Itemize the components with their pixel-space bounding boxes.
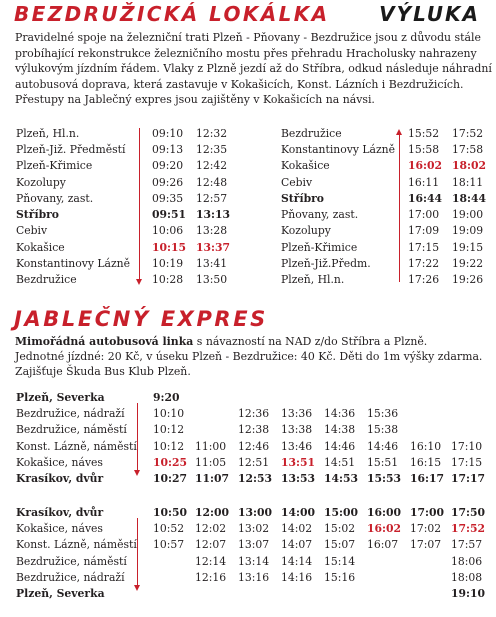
departure-time: 13:16 [238,570,270,584]
departure-time: 10:15 [152,240,187,254]
departure-time: 17:17 [451,472,486,486]
timetable-row [16,438,485,454]
direction-up-arrow-icon [399,134,400,282]
express-line-note: s návazností na NAD z/do Stříbra a Plzně. [193,335,428,348]
departure-time: 10:12 [153,439,185,453]
departure-time: 10:28 [152,273,184,287]
page-title: BEZDRUŽICKÁ LOKÁLKA [14,2,330,26]
departure-time: 17:26 [408,273,440,287]
departure-time: 13:13 [196,208,231,222]
departure-time: 15:53 [367,472,402,486]
departure-time: 11:07 [195,472,230,486]
bus-timetable-outbound [16,389,485,487]
departure-time: 19:10 [451,587,486,601]
timetable-row [16,239,236,255]
stop-name: Konst. Lázně, náměstí [16,439,137,453]
bus-return-arrow-icon [137,518,138,586]
stop-name: Stříbro [16,208,60,222]
departure-time: 12:35 [196,142,228,156]
stop-name: Bezdružice [281,126,342,140]
departure-time [367,569,410,585]
departure-time: 18:06 [451,554,483,568]
departure-time: 09:10 [152,126,184,140]
stop-name: Kozolupy [16,175,66,189]
departure-time: 09:20 [152,159,184,173]
departure-time: 13:07 [238,538,270,552]
timetable-row [16,470,485,486]
departure-time: 15:58 [408,142,440,156]
express-title: JABLEČNÝ EXPRES [14,307,268,331]
departure-time: 14:07 [281,538,313,552]
departure-time: 15:02 [324,521,356,535]
timetable-row [16,422,485,438]
stop-name: Krasíkov, dvůr [16,505,104,519]
departure-time [451,405,485,421]
timetable-row [16,141,236,157]
departure-time: 10:27 [153,472,188,486]
departure-time: 11:00 [195,439,227,453]
timetable-row [16,454,485,470]
timetable-row [16,223,236,239]
departure-time: 13:28 [196,224,228,238]
departure-time [410,405,451,421]
departure-time: 17:09 [408,224,440,238]
departure-time: 10:12 [153,423,185,437]
stop-name: Plzeň-Již.Předm. [281,257,371,271]
departure-time: 13:36 [281,406,313,420]
closure-badge: VÝLUKA [379,2,480,26]
timetable-row [281,223,492,239]
stop-name: Plzeň, Severka [16,390,105,404]
departure-time: 16:17 [410,472,445,486]
departure-time [410,553,451,569]
timetable-row [281,206,492,222]
timetable-row [16,389,485,405]
timetable-row [281,272,492,288]
stop-name: Stříbro [281,191,325,205]
timetable-row [281,239,492,255]
stop-name: Kokašice, náves [16,521,103,535]
departure-time: 9:20 [153,390,180,404]
timetable-row [16,537,485,553]
departure-time: 14:02 [281,521,313,535]
express-fare: Jednotné jízdné: 20 Kč, v úseku Plzeň - Bezdružice: 40 Kč. Děti do 1m výšky zdarma. [15,350,483,364]
rail-timetable-down [16,125,236,288]
stop-name: Kokašice [16,240,65,254]
departure-time: 16:44 [408,191,443,205]
departure-time [153,569,195,585]
stop-name: Bezdružice, nádraží [16,406,125,420]
timetable-row [281,255,492,271]
departure-time: 12:00 [195,505,230,519]
departure-time: 15:14 [324,554,356,568]
departure-time: 13:37 [196,240,231,254]
departure-time: 14:46 [324,439,356,453]
timetable-row [16,125,236,141]
departure-time: 15:52 [408,126,440,140]
departure-time: 19:15 [452,240,484,254]
departure-time: 13:51 [281,455,316,469]
departure-time: 13:53 [281,472,316,486]
departure-time: 17:50 [451,505,486,519]
express-line-name: Mimořádná autobusová linka [15,335,194,348]
departure-time: 16:11 [408,175,440,189]
timetable-row [16,585,485,601]
departure-time [410,569,451,585]
departure-time: 19:00 [452,208,484,222]
departure-time: 14:00 [281,505,316,519]
stop-name: Plzeň, Hl.n. [281,273,345,287]
departure-time: 13:46 [281,439,313,453]
stop-name: Cebiv [281,175,313,189]
departure-time: 15:51 [367,455,399,469]
departure-time: 10:52 [153,521,185,535]
departure-time [410,585,451,601]
stop-name: Plzeň-Již. Předměstí [16,142,126,156]
departure-time: 17:00 [410,505,445,519]
departure-time: 12:48 [196,175,228,189]
departure-time: 17:58 [452,142,484,156]
departure-time: 18:02 [452,159,487,173]
timetable-row [281,125,492,141]
stop-name: Plzeň-Křimice [16,159,93,173]
departure-time: 12:46 [238,439,270,453]
departure-time [195,405,238,421]
departure-time: 15:38 [367,423,399,437]
departure-time [367,585,410,601]
stop-name: Pňovany, zast. [281,208,359,222]
departure-time: 12:07 [195,538,227,552]
departure-time: 09:35 [152,191,184,205]
express-info [15,334,493,380]
departure-time: 12:53 [238,472,273,486]
timetable-row [16,206,236,222]
departure-time [281,389,324,405]
timetable-row [16,158,236,174]
departure-time: 15:36 [367,406,399,420]
departure-time: 15:16 [324,570,356,584]
departure-time: 17:07 [410,538,442,552]
timetable-row [16,405,485,421]
timetable-row [16,569,485,585]
intro-paragraph: Pravidelné spoje na železniční trati Plzeň - Pňovany - Bezdružice jsou z důvodu stále probíhající rekonstrukce železničního mostu přes přehradu Hracholusky nahrazeny výlukovým jízdním řádem. Vlaky z Plzně jezdí až do Stříbra, odkud následuje náhradní autobusová doprava, která zastavuje v Kokašicích, Konst. Lázních i Bezdružicích. Přestupy na Jablečný expres jsou zajištěny v Kokašicích na návsi. [15,31,492,107]
departure-time [153,553,195,569]
direction-down-arrow-icon [139,128,140,280]
departure-time: 17:52 [451,521,486,535]
rail-timetable-up [281,125,492,288]
timetable-row [16,504,485,520]
departure-time: 12:42 [196,159,228,173]
departure-time [238,585,281,601]
departure-time: 09:26 [152,175,184,189]
stop-name: Krasíkov, dvůr [16,472,104,486]
departure-time: 13:02 [238,521,270,535]
departure-time: 10:06 [152,224,184,238]
stop-name: Pňovany, zast. [16,191,94,205]
departure-time: 19:22 [452,257,484,271]
departure-time: 16:10 [410,439,442,453]
timetable-row [16,255,236,271]
timetable-row [281,158,492,174]
departure-time: 12:32 [196,126,228,140]
stop-name: Kokašice [281,159,330,173]
departure-time: 12:16 [195,570,227,584]
departure-time [367,553,410,569]
departure-time [410,422,451,438]
departure-time: 12:51 [238,455,270,469]
departure-time: 16:15 [410,455,442,469]
departure-time: 14:14 [281,554,313,568]
departure-time: 16:02 [408,159,443,173]
timetable-row [16,272,236,288]
stop-name: Konstantinovy Lázně [16,257,131,271]
departure-time: 12:38 [238,423,270,437]
departure-time [195,422,238,438]
departure-time: 15:07 [324,538,356,552]
departure-time: 10:25 [153,455,188,469]
timetable-row [281,190,492,206]
stop-name: Plzeň-Křimice [281,240,358,254]
stop-name: Kozolupy [281,224,331,238]
departure-time: 14:16 [281,570,313,584]
departure-time: 12:36 [238,406,270,420]
departure-time [195,585,238,601]
departure-time: 17:15 [451,455,483,469]
departure-time: 12:57 [196,191,228,205]
departure-time: 19:26 [452,273,484,287]
departure-time: 10:50 [153,505,188,519]
departure-time: 17:02 [410,521,442,535]
departure-time: 10:19 [152,257,184,271]
departure-time: 12:14 [195,554,227,568]
departure-time: 18:08 [451,570,483,584]
bus-timetable-return [16,504,485,602]
departure-time: 15:00 [324,505,359,519]
stop-name: Bezdružice, náměstí [16,423,127,437]
departure-time: 12:02 [195,521,227,535]
departure-time [451,422,485,438]
departure-time: 17:57 [451,538,483,552]
timetable-row [16,174,236,190]
express-info-line1 [15,334,493,349]
stop-name: Bezdružice, náměstí [16,554,127,568]
departure-time: 16:00 [367,505,402,519]
stop-name: Plzeň, Hl.n. [16,126,80,140]
stop-name: Kokašice, náves [16,455,103,469]
departure-time: 14:46 [367,439,399,453]
timetable-row [16,190,236,206]
departure-time [195,389,238,405]
departure-time [451,389,485,405]
timetable-row [16,520,485,536]
departure-time: 10:57 [153,538,185,552]
departure-time: 13:14 [238,554,270,568]
timetable-row [281,141,492,157]
departure-time [324,585,367,601]
departure-time: 13:00 [238,505,273,519]
departure-time: 14:38 [324,423,356,437]
departure-time [281,585,324,601]
departure-time: 14:36 [324,406,356,420]
departure-time [238,389,281,405]
timetable-row [16,553,485,569]
departure-time: 17:10 [451,439,483,453]
stop-name: Konstantinovy Lázně [281,142,396,156]
departure-time: 10:10 [153,406,185,420]
express-operator: Zajišťuje Škuda Bus Klub Plzeň. [15,365,191,379]
departure-time [367,389,410,405]
departure-time: 16:07 [367,538,399,552]
departure-time: 14:51 [324,455,356,469]
departure-time: 18:11 [452,175,484,189]
departure-time [153,585,195,601]
departure-time: 17:52 [452,126,484,140]
departure-time: 17:15 [408,240,440,254]
stop-name: Bezdružice [16,273,77,287]
stop-name: Bezdružice, nádraží [16,570,125,584]
departure-time: 17:00 [408,208,440,222]
departure-time: 13:41 [196,257,228,271]
departure-time: 16:02 [367,521,402,535]
stop-name: Plzeň, Severka [16,587,105,601]
departure-time: 09:51 [152,208,187,222]
departure-time: 13:50 [196,273,228,287]
stop-name: Konst. Lázně, náměstí [16,538,137,552]
departure-time: 19:09 [452,224,484,238]
departure-time: 17:22 [408,257,440,271]
departure-time [324,389,367,405]
departure-time [410,389,451,405]
timetable-row [281,174,492,190]
departure-time: 13:38 [281,423,313,437]
stop-name: Cebiv [16,224,48,238]
departure-time: 18:44 [452,191,487,205]
bus-down-arrow-icon [137,403,138,471]
departure-time: 09:13 [152,142,184,156]
departure-time: 14:53 [324,472,359,486]
departure-time: 11:05 [195,455,227,469]
